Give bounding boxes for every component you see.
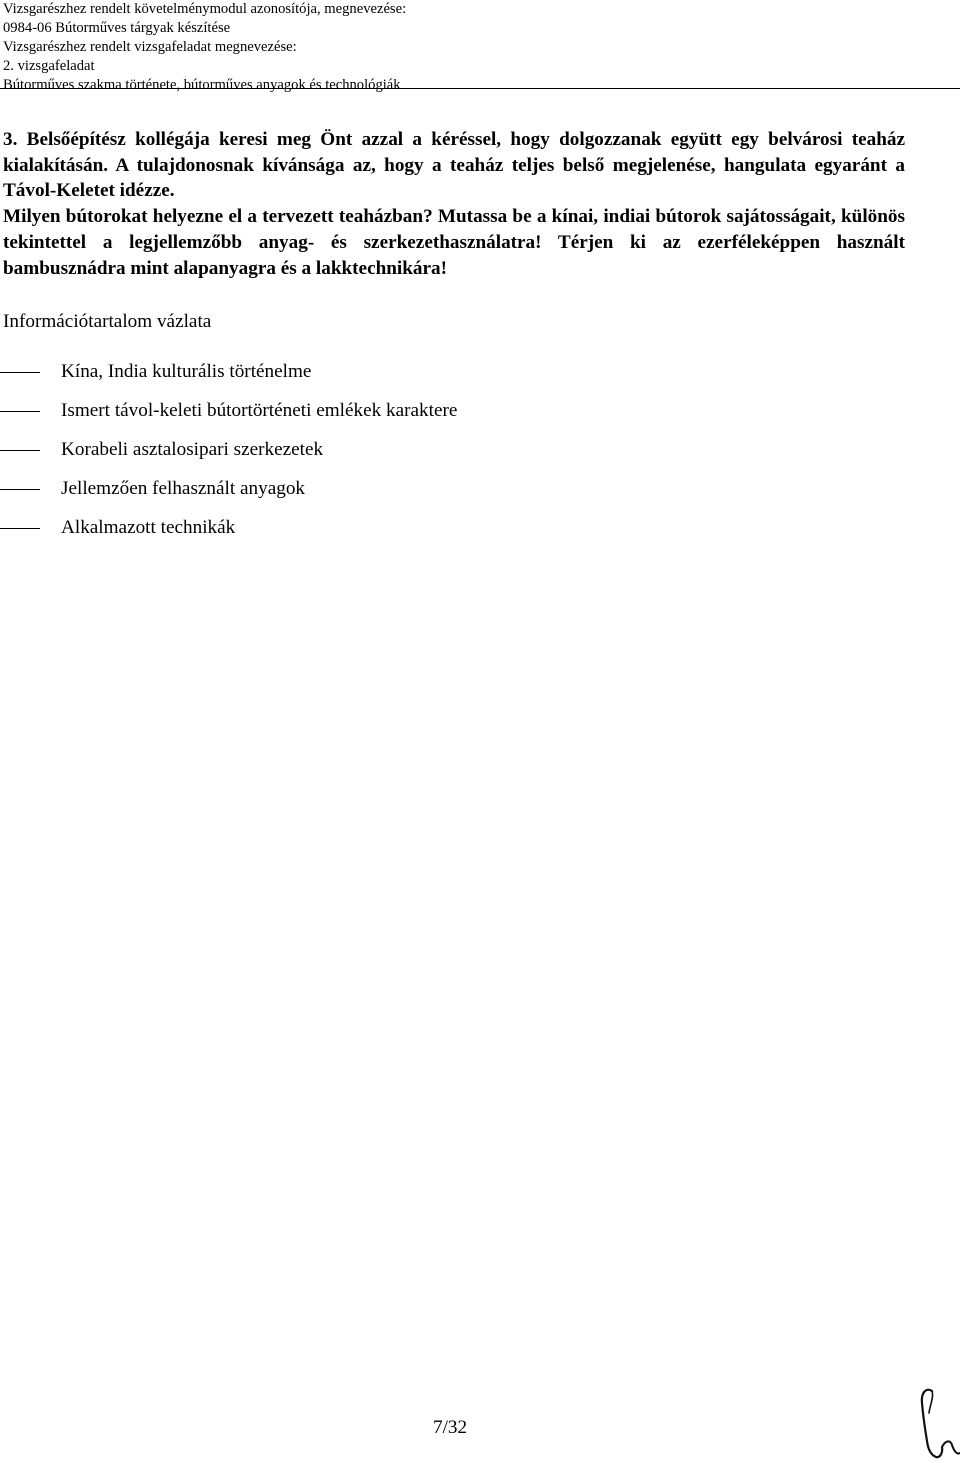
task-paragraph-context: 3. Belsőépítész kollégája keresi meg Önt azzal a kéréssel, hogy dolgozzanak együtt egy belvárosi teaház kialakításán. A tulajdonosnak kívánsága az, hogy a teaház teljes belső megjelenése, hangulata egyaránt a Távol-Keletet idézze. (3, 129, 905, 202)
dash-bullet-icon (0, 372, 40, 373)
list-item-text: Alkalmazott technikák (61, 517, 236, 538)
header-module-label: Vizsgarészhez rendelt követelménymodul azonosítója, megnevezése: (3, 1, 407, 17)
list-item-text: Korabeli asztalosipari szerkezetek (61, 439, 324, 460)
dash-bullet-icon (0, 411, 40, 412)
list-item (0, 437, 900, 476)
document-header (3, 0, 943, 95)
header-task-number: 2. vizsgafeladat (3, 58, 95, 74)
list-item (0, 398, 900, 437)
task-paragraph-questions: Milyen bútorokat helyezne el a tervezett teaházban? Mutassa be a kínai, indiai bútorok sajátosságait, különös tekintettel a legjellemzőbb anyag- és szerkezethasználatra! Térjen ki az ezerféleképpen használt bambusznádra mint alapanyagra és a lakktechnikára! (3, 206, 905, 279)
dash-bullet-icon (0, 450, 40, 451)
list-item-text: Jellemzően felhasznált anyagok (61, 478, 306, 499)
list-item-text: Ismert távol-keleti bútortörténeti emlékek karaktere (61, 400, 458, 421)
page-number: 7/32 (433, 1417, 468, 1438)
list-item-text: Kína, India kulturális történelme (61, 361, 312, 382)
header-task-name: Bútorműves szakma története, bútorműves anyagok és technológiák (3, 77, 401, 93)
outline-title: Információtartalom vázlata (3, 311, 212, 332)
dash-bullet-icon (0, 489, 40, 490)
list-item (0, 359, 900, 398)
header-task-label: Vizsgarészhez rendelt vizsgafeladat megnevezése: (3, 39, 297, 55)
header-module-name: 0984-06 Bútorműves tárgyak készítése (3, 20, 231, 36)
signature-icon (912, 1383, 960, 1461)
list-item (0, 476, 900, 515)
header-divider (0, 88, 960, 89)
task-description (3, 127, 905, 281)
list-item (0, 515, 900, 554)
dash-bullet-icon (0, 528, 40, 529)
outline-list (0, 359, 900, 554)
